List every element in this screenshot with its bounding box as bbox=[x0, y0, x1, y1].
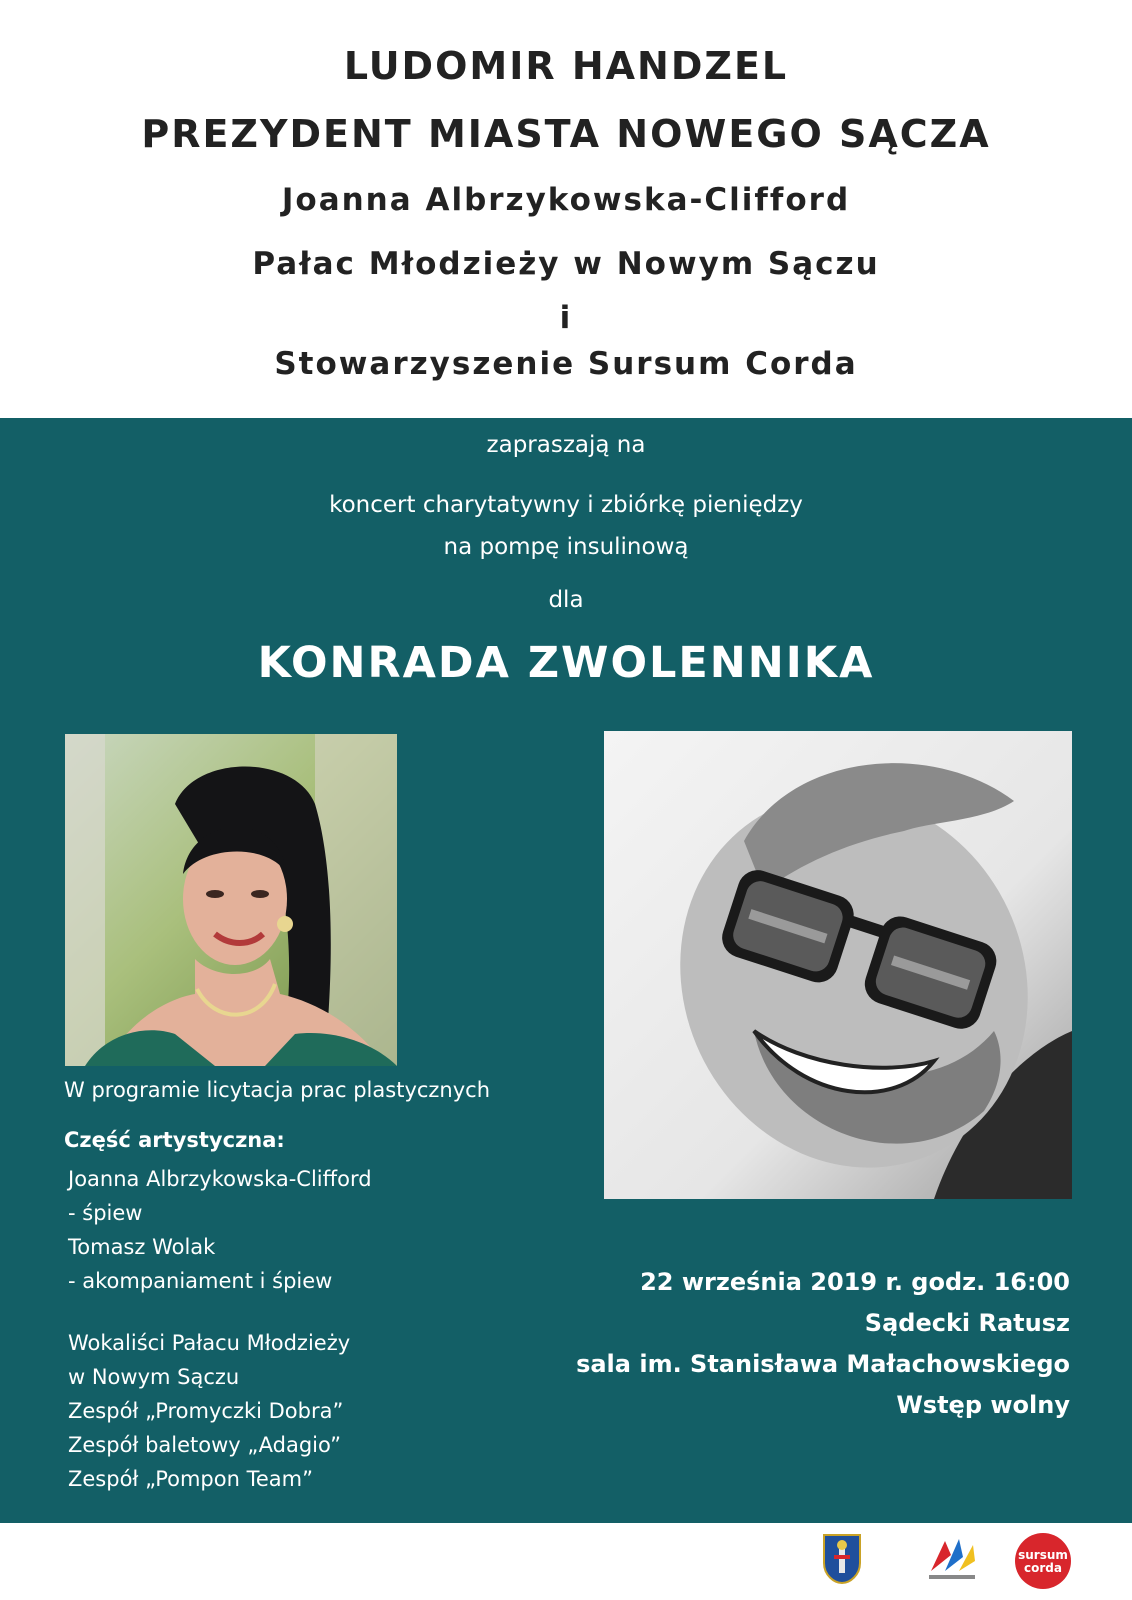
concert-purpose: na pompę insulinową bbox=[443, 534, 689, 560]
singer-photo bbox=[65, 734, 397, 1066]
main-panel bbox=[0, 418, 1132, 1523]
conjunction: i bbox=[559, 300, 573, 336]
city-crest-logo bbox=[822, 1533, 862, 1589]
event-hall: sala im. Stanisława Małachowskiego bbox=[576, 1350, 1070, 1378]
co-organizer-3: Stowarzyszenie Sursum Corda bbox=[274, 346, 858, 382]
performer-line: Joanna Albrzykowska-Clifford bbox=[68, 1167, 372, 1191]
beneficiary-name: KONRADA ZWOLENNIKA bbox=[257, 638, 875, 688]
header bbox=[0, 0, 1132, 418]
youth-palace-logo bbox=[925, 1535, 979, 1587]
sursum-corda-logo bbox=[1013, 1531, 1073, 1595]
invite-line: zapraszają na bbox=[486, 432, 646, 458]
event-entry: Wstęp wolny bbox=[896, 1391, 1070, 1419]
event-date: 22 września 2019 r. godz. 16:00 bbox=[640, 1268, 1070, 1296]
group-line: Zespół baletowy „Adagio” bbox=[68, 1433, 341, 1457]
for-line: dla bbox=[548, 587, 584, 613]
performer-line: Tomasz Wolak bbox=[68, 1235, 216, 1259]
program-intro: W programie licytacja prac plastycznych bbox=[64, 1078, 491, 1102]
group-line: w Nowym Sączu bbox=[68, 1365, 240, 1389]
group-line: Zespół „Pompon Team” bbox=[68, 1467, 313, 1491]
logo-text-2: corda bbox=[1024, 1561, 1062, 1575]
performer-line: - akompaniament i śpiew bbox=[68, 1269, 333, 1293]
logo-text-1: sursum bbox=[1018, 1548, 1068, 1562]
group-line: Zespół „Promyczki Dobra” bbox=[68, 1399, 344, 1423]
performer-line: - śpiew bbox=[68, 1201, 143, 1225]
group-line: Wokaliści Pałacu Młodzieży bbox=[68, 1331, 351, 1355]
event-venue: Sądecki Ratusz bbox=[864, 1309, 1070, 1337]
co-organizer-1: Joanna Albrzykowska-Clifford bbox=[281, 182, 851, 218]
co-organizer-2: Pałac Młodzieży w Nowym Sączu bbox=[252, 246, 880, 282]
beneficiary-photo bbox=[604, 731, 1072, 1199]
organizer-name: LUDOMIR HANDZEL bbox=[343, 44, 789, 88]
program-heading: Część artystyczna: bbox=[64, 1128, 285, 1152]
organizer-title: PREZYDENT MIASTA NOWEGO SĄCZA bbox=[141, 112, 991, 156]
footer bbox=[0, 1523, 1132, 1600]
concert-description: koncert charytatywny i zbiórkę pieniędzy bbox=[329, 492, 803, 518]
